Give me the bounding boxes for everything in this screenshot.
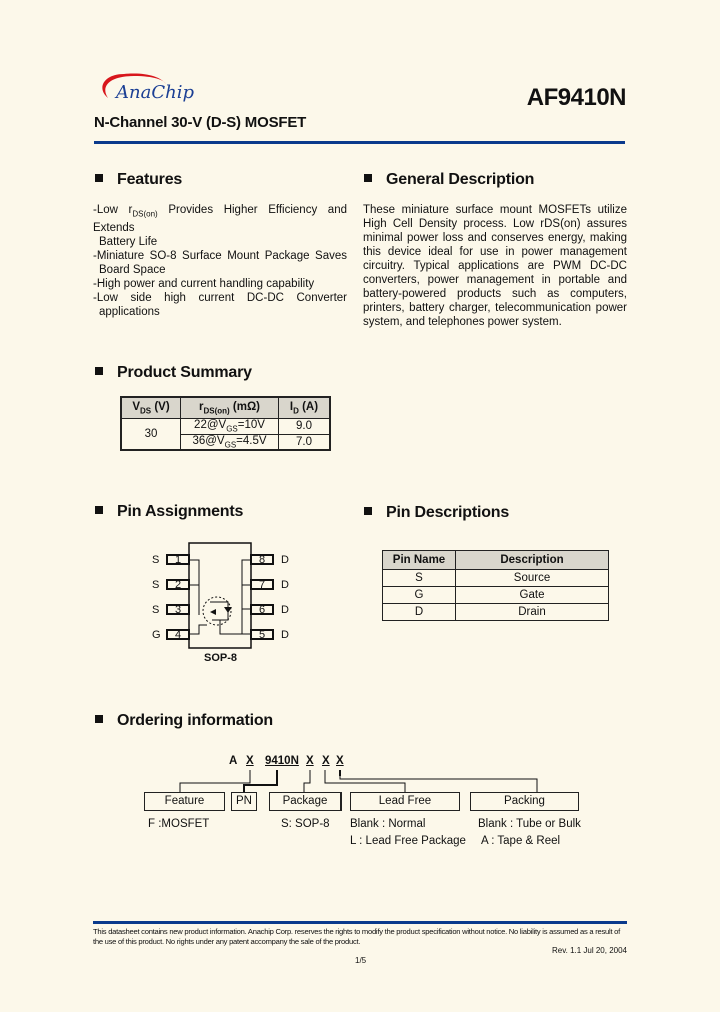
feature-item: -High power and current handling capability [93, 278, 315, 291]
vds-value: 30 [121, 418, 181, 450]
header-rule [94, 141, 625, 144]
part-number: AF9410N [526, 84, 626, 111]
footer-rule [93, 921, 627, 924]
product-summary-table: $V_{DS}$ (V) $r_{DS(on)}$ (mΩ) $I_D$ (A) 30 $22@V_{GS}=10V$ 9.0 $36@V_{GS}=4.5V$ 7.0 [120, 396, 331, 451]
subtitle: N-Channel 30-V (D-S) MOSFET [94, 114, 307, 131]
general-description-text: These miniature surface mount MOSFETs utilize High Cell Density process. Low rDS(on) assures minimal power loss and conserves energy, making this device ideal for use in power management circuitry. Typical applications are PWM DC-DC converters, power management in portable and battery-powered products such as computers, printers, battery charger, telecommunication power system, and telephones power system. [363, 204, 627, 328]
product-summary-heading: Product Summary [95, 364, 252, 382]
feature-item-cont: Battery Life [99, 236, 158, 249]
ordering-code: A X 9410N X X X Feature PN Package Lead Free Packing F :MOSFET S: SOP-8 Blank : Normal L : Lead Free Package Blank : Tube or Bulk A : Tape & Reel [140, 750, 590, 850]
footer-revision: Rev. 1.1 Jul 20, 2004 [551, 946, 627, 955]
packing-box: Packing [470, 792, 579, 811]
pin-descriptions-heading: Pin Descriptions [364, 504, 509, 522]
feature-item: -Miniature SO-8 Surface Mount Package Saves [93, 250, 347, 263]
features-heading: Features [95, 171, 182, 189]
feature-box: Feature [144, 792, 225, 811]
pin-assignments-heading: Pin Assignments [95, 503, 243, 521]
package-label: SOP-8 [204, 652, 238, 664]
svg-text:AnaChip: AnaChip [116, 82, 194, 103]
general-description-heading: General Description [364, 171, 534, 189]
footer-disclaimer: This datasheet contains new product information. Anachip Corp. reserves the rights to modify the product specification without notice. No liability is assumed as a result of the use of this product. No rights under any patent accompany the sale of the product. [93, 927, 620, 946]
feature-item-cont: applications [99, 306, 160, 319]
feature-item: -Low side high current DC-DC Converter [93, 292, 347, 305]
ordering-heading: Ordering information [95, 712, 273, 730]
feature-item-cont: Board Space [99, 264, 166, 277]
anachip-logo [94, 66, 214, 106]
lead-free-box: Lead Free [350, 792, 460, 811]
feature-item: -Low $r_{DS(on)}$ Provides Higher Efficiency and Extends [93, 204, 347, 235]
features-list [93, 203, 347, 319]
pin-descriptions-table: Pin Name Description S Source G Gate D Drain [382, 550, 609, 621]
package-box: Package [269, 792, 342, 811]
pn-box: PN [231, 792, 257, 811]
page-number: 1/5 [355, 956, 367, 965]
sop8-pinout-diagram: S 1 S 2 S 3 G 4 8 D 7 D 6 D 5 D SOP-8 [140, 535, 300, 670]
